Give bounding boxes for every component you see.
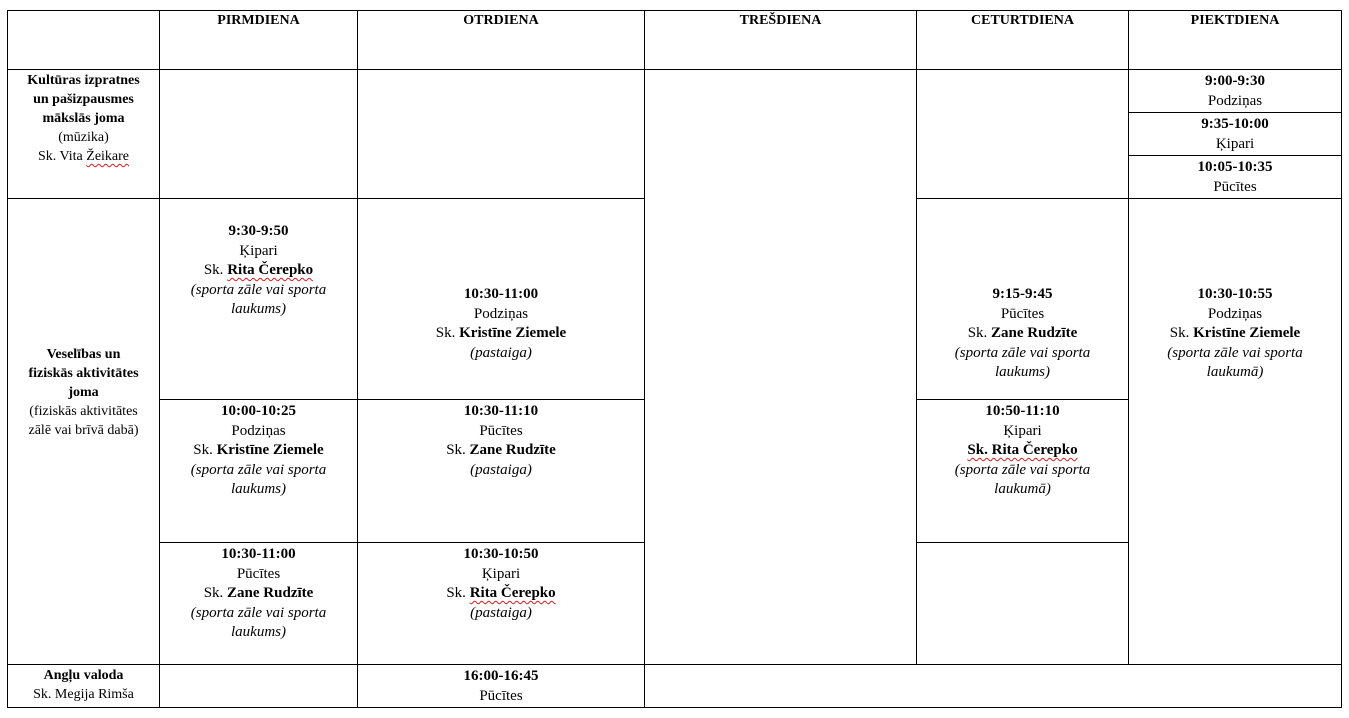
category-english: [8, 666, 159, 704]
session-teacher: [358, 441, 644, 461]
session-teacher: [1129, 324, 1341, 344]
teacher-prefix: Sk.: [1169, 325, 1194, 341]
session-teacher: [160, 441, 357, 461]
session-tue-3: [358, 545, 644, 623]
teacher-name: Zane Rudzīte: [469, 442, 556, 458]
category-title-line: joma: [68, 385, 99, 400]
session-place: (sporta zāle vai sporta: [190, 281, 327, 298]
session-time: 16:00-16:45: [463, 668, 539, 684]
grid-line: [159, 542, 645, 543]
category-title-line: Angļu valoda: [43, 668, 124, 683]
grid-line: [1128, 155, 1342, 156]
session-place: laukumā): [1206, 364, 1264, 380]
session-place: laukumā): [994, 481, 1051, 497]
session-place: (pastaiga): [470, 344, 532, 361]
category-teacher: [8, 147, 159, 166]
teacher-name: Zane Rudzīte: [991, 325, 1078, 341]
grid-line: [7, 69, 1342, 70]
session-time: 10:30-11:10: [463, 403, 539, 419]
teacher-prefix: Sk.: [967, 325, 992, 341]
teacher-name: Kristīne Ziemele: [216, 442, 324, 458]
grid-line: [7, 198, 645, 199]
header-monday: PIRMDIENA: [217, 13, 300, 28]
session-group: Pūcītes: [1213, 178, 1257, 195]
session-culture-fri-2: [1129, 115, 1341, 154]
teacher-name: Zane Rudzīte: [227, 585, 314, 601]
session-group: Pūcītes: [479, 687, 523, 704]
grid-line: [7, 664, 1342, 665]
category-health: [8, 345, 159, 440]
session-time: 10:30-11:00: [463, 286, 539, 302]
session-time: 10:50-11:10: [985, 403, 1060, 419]
category-title-line: fiziskās aktivitātes: [28, 366, 139, 381]
session-place: (sporta zāle vai sporta: [954, 461, 1091, 478]
session-time: 10:30-10:55: [1197, 286, 1273, 302]
header-friday: PIEKTDIENA: [1190, 13, 1280, 28]
session-tue-1: [358, 285, 644, 363]
category-location: (fiziskās aktivitātes: [29, 404, 138, 419]
session-time: 9:35-10:00: [1201, 116, 1269, 132]
header-tuesday: OTRDIENA: [463, 13, 539, 28]
session-place: laukums): [231, 301, 286, 317]
session-thu-1: [917, 285, 1128, 383]
category-culture: [8, 71, 159, 166]
session-place: (sporta zāle vai sporta: [190, 461, 327, 478]
session-place: laukums): [995, 364, 1050, 380]
grid-line: [916, 198, 1342, 199]
session-group: Pūcītes: [479, 422, 523, 439]
session-mon-3: [160, 545, 357, 643]
teacher-name: Kristīne Ziemele: [1193, 325, 1301, 341]
session-time: 10:30-10:50: [463, 546, 539, 562]
session-thu-2: [917, 402, 1128, 500]
grid-line: [916, 542, 1129, 543]
teacher-prefix: Sk.: [446, 442, 470, 458]
session-tue-2: [358, 402, 644, 480]
session-teacher: [160, 261, 357, 281]
grid-line: [916, 399, 1129, 400]
teacher-name: Kristīne Ziemele: [459, 325, 567, 341]
session-group: Podziņas: [231, 422, 286, 439]
header-thursday: CETURTDIENA: [971, 13, 1074, 28]
session-time: 10:00-10:25: [221, 403, 296, 419]
session-group: Ķipari: [239, 242, 278, 259]
session-mon-1: [160, 222, 357, 320]
category-title-line: un pašizpausmes: [33, 92, 134, 107]
session-group: Ķipari: [1003, 422, 1042, 439]
session-group: Podziņas: [473, 305, 529, 322]
teacher-prefix: Sk.: [435, 325, 460, 341]
session-place: (sporta zāle vai sporta: [190, 604, 327, 621]
session-time: 10:30-11:00: [221, 546, 296, 562]
session-mon-2: [160, 402, 357, 500]
session-teacher: [917, 324, 1128, 344]
grid-line: [644, 10, 645, 708]
category-title-line: Kultūras izpratnes: [27, 73, 140, 88]
session-time: 9:15-9:45: [992, 286, 1053, 302]
teacher-name: Rita Čerepko: [469, 585, 556, 601]
grid-line: [1128, 112, 1342, 113]
category-teacher: Sk. Megija Rimša: [33, 687, 134, 702]
grid-line: [7, 707, 1342, 708]
session-time: 9:30-9:50: [228, 223, 289, 239]
session-fri-1: [1129, 285, 1341, 383]
teacher-prefix: Sk.: [203, 585, 228, 601]
session-time: 9:00-9:30: [1205, 73, 1265, 89]
session-place: laukums): [231, 481, 286, 497]
session-teacher: [358, 324, 644, 344]
session-culture-fri-3: [1129, 158, 1341, 197]
session-place: (pastaiga): [470, 461, 532, 478]
category-location: zālē vai brīvā dabā): [28, 423, 139, 438]
session-place: (sporta zāle vai sporta: [954, 344, 1091, 361]
grid-line: [1341, 10, 1342, 708]
session-teacher: Sk. Rita Čerepko: [967, 442, 1078, 458]
teacher-prefix: Sk.: [193, 442, 217, 458]
category-title-line: mākslās joma: [42, 111, 125, 126]
session-place: (sporta zāle vai sporta: [1167, 344, 1303, 361]
session-english-tue: [358, 667, 644, 706]
teacher-surname: Žeikare: [86, 149, 130, 164]
session-culture-fri-1: [1129, 72, 1341, 111]
session-group: Pūcītes: [1000, 305, 1045, 322]
category-subject: (mūzika): [58, 130, 109, 145]
session-group: Podziņas: [1207, 305, 1263, 322]
teacher-prefix: Sk.: [446, 585, 470, 601]
session-group: Podziņas: [1207, 92, 1263, 109]
teacher-prefix: Sk.: [203, 262, 228, 278]
grid-line: [159, 399, 645, 400]
session-group: Ķipari: [481, 565, 521, 582]
session-place: (pastaiga): [470, 604, 532, 621]
session-place: laukums): [231, 624, 286, 640]
session-teacher: [358, 584, 644, 604]
teacher-name: Rita Čerepko: [227, 262, 314, 278]
session-group: Ķipari: [1215, 135, 1255, 152]
session-teacher: [160, 584, 357, 604]
header-wednesday: TREŠDIENA: [739, 13, 822, 28]
teacher-prefix: Sk. Vita: [37, 149, 87, 164]
session-time: 10:05-10:35: [1197, 159, 1273, 175]
category-title-line: Veselības un: [46, 347, 121, 362]
session-group: Pūcītes: [236, 565, 281, 582]
